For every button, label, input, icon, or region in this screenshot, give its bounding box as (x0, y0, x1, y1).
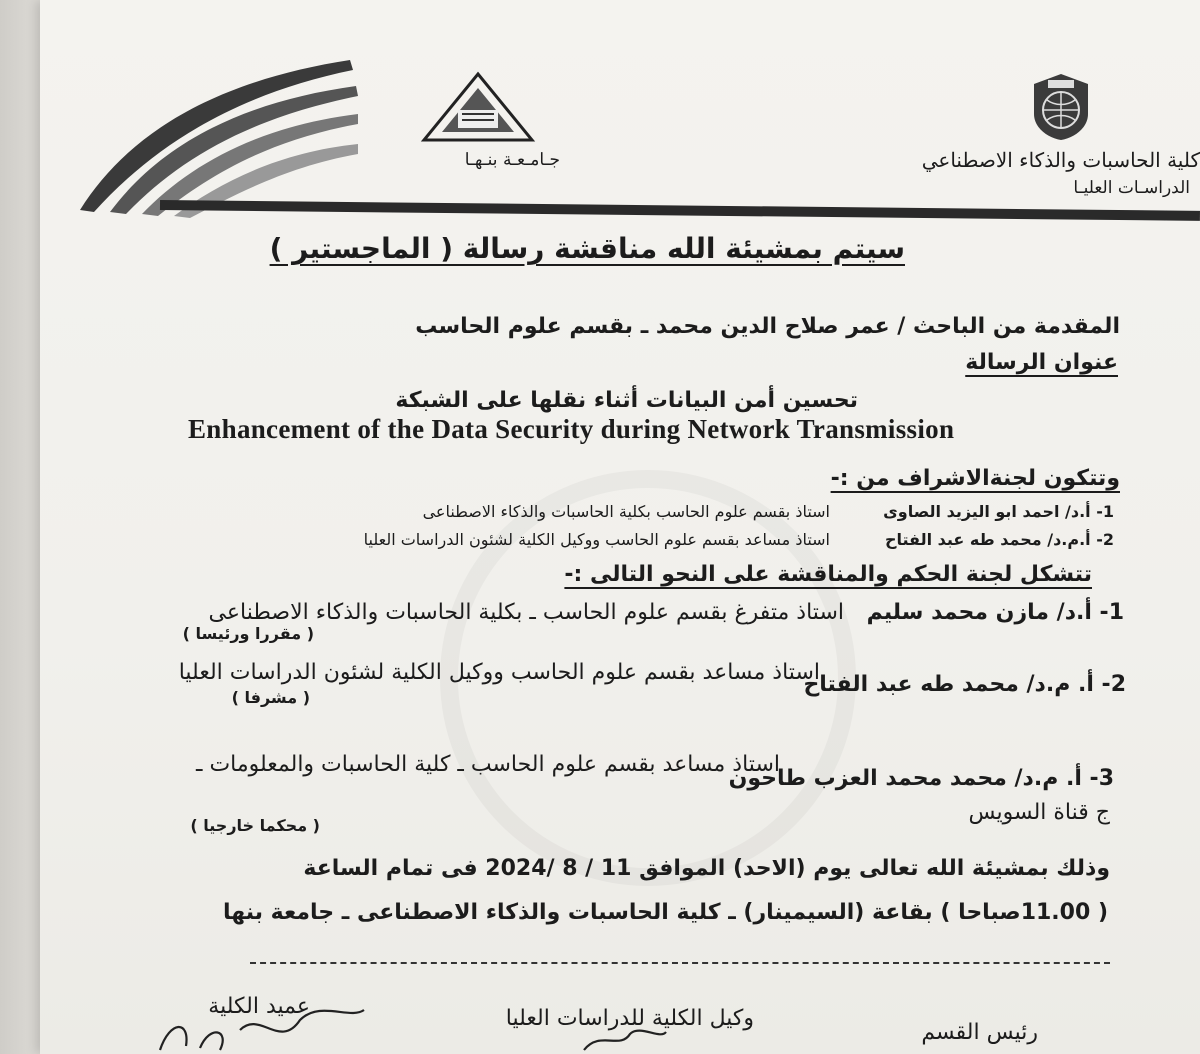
committee-member-name: 1- أ.د/ مازن محمد سليم (866, 600, 1124, 625)
announcement-title: سيتم بمشيئة الله مناقشة رسالة ( الماجستير ) (269, 232, 905, 265)
committee-member-name: 3- أ. م.د/ محمد محمد العزب طاحون (728, 766, 1114, 791)
decorative-swoosh (70, 40, 360, 220)
thesis-heading: عنوان الرسالة (965, 350, 1118, 375)
dean-signature-label: عميد الكلية (208, 994, 310, 1019)
footer-divider (250, 962, 1110, 964)
committee-member-role: ( مشرفا ) (231, 688, 310, 707)
thesis-title-arabic: تحسين أمن البيانات أثناء نقلها على الشبكة (395, 388, 858, 413)
vice-dean-signature-label: وكيل الكلية للدراسات العليا (505, 1006, 754, 1031)
vice-dean-signature (580, 1020, 670, 1054)
researcher-line: المقدمة من الباحث / عمر صلاح الدين محمد ـ بقسم علوم الحاسب (415, 314, 1120, 339)
supervisor-title: استاذ بقسم علوم الحاسب بكلية الحاسبات والذكاء الاصطناعى (422, 502, 830, 521)
schedule-date-line: وذلك بمشيئة الله تعالى يوم (الاحد) الموافق 11 / 8 /2024 فى تمام الساعة (303, 856, 1110, 881)
committee-member-affiliation: ج قناة السويس (968, 800, 1110, 825)
department-name: الدراسـات العليـا (1073, 178, 1190, 198)
thesis-title-english: Enhancement of the Data Security during Network Transmission (188, 414, 955, 444)
supervision-heading: وتتكون لجنةالاشراف من :- (830, 466, 1120, 491)
supervisor-title: استاذ مساعد بقسم علوم الحاسب ووكيل الكلية لشئون الدراسات العليا (363, 530, 830, 549)
dept-head-signature-label: رئيس القسم (921, 1020, 1038, 1045)
committee-member-title: استاذ متفرغ بقسم علوم الحاسب ـ بكلية الحاسبات والذكاء الاصطناعى (208, 600, 844, 625)
faculty-name: كلية الحاسبات والذكاء الاصطناعي (921, 148, 1200, 172)
committee-member-name: 2- أ. م.د/ محمد طه عبد الفتاح (803, 672, 1126, 697)
schedule-venue-line: ( 11.00صباحا ) بقاعة (السيمينار) ـ كلية الحاسبات والذكاء الاصطناعى ـ جامعة بنها (222, 900, 1108, 925)
dean-signature (150, 990, 370, 1054)
university-logo-icon (418, 70, 538, 150)
committee-member-title: استاذ مساعد بقسم علوم الحاسب ـ كلية الحاسبات والمعلومات ـ (196, 752, 780, 777)
supervisor-name: 2- أ.م.د/ محمد طه عبد الفتاح (884, 530, 1114, 549)
committee-member-title: استاذ مساعد بقسم علوم الحاسب ووكيل الكلية لشئون الدراسات العليا (178, 660, 820, 685)
committee-member-role: ( محكما خارجيا ) (190, 816, 320, 835)
supervisor-name: 1- أ.د/ احمد ابو اليزيد الصاوى (883, 502, 1114, 521)
faculty-seal-icon (1030, 72, 1092, 142)
committee-member-role: ( مقررا ورئيسا ) (182, 624, 314, 643)
university-name: جـامـعـة بنـهـا (464, 150, 560, 170)
committee-heading: تتشكل لجنة الحكم والمناقشة على النحو التالى :- (564, 562, 1092, 587)
